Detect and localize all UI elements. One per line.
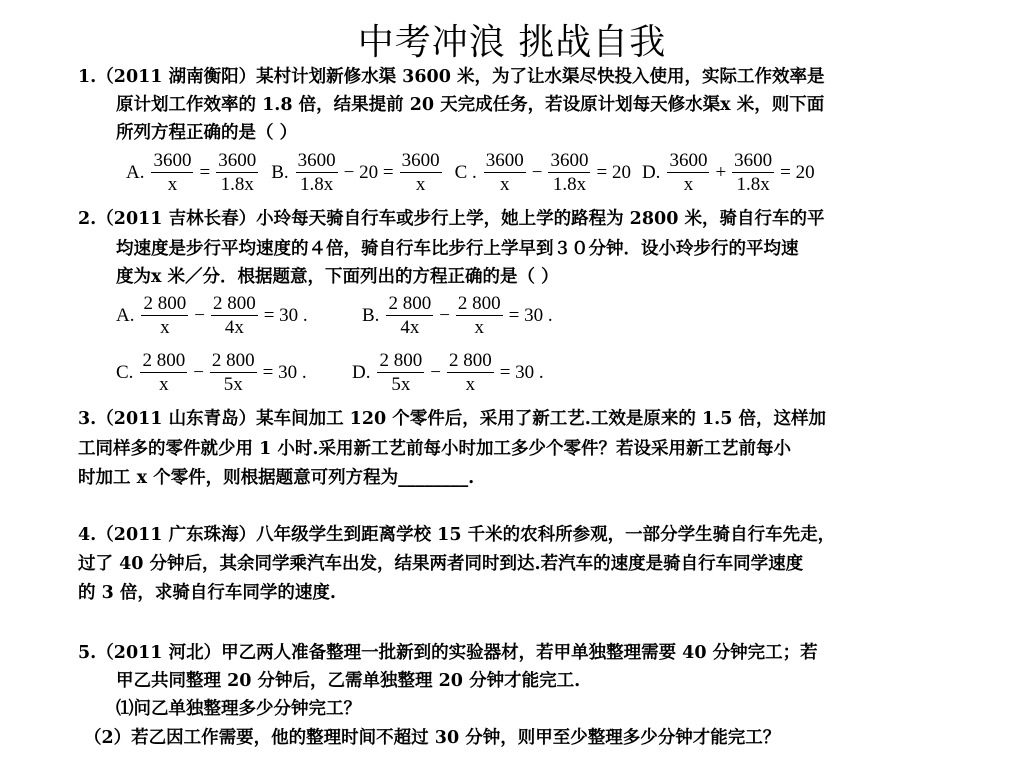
option-label: D. xyxy=(641,161,661,183)
denominator: x xyxy=(160,317,170,338)
numerator: 2 800 xyxy=(143,293,187,314)
q4-line3: 的 3 倍，求骑自行车同学的速度. xyxy=(78,583,336,603)
denominator: x xyxy=(500,174,510,195)
denominator: 1.8x xyxy=(300,174,334,195)
numerator: 3600 xyxy=(669,150,708,171)
operator: − xyxy=(194,304,205,326)
numerator: 2 800 xyxy=(379,350,423,371)
numerator: 3600 xyxy=(153,150,192,171)
fraction xyxy=(151,150,193,195)
fraction xyxy=(377,350,424,395)
q1-options xyxy=(126,150,818,195)
denominator: x xyxy=(474,317,485,338)
equation-tail: = 20 xyxy=(596,161,631,183)
denominator: x xyxy=(415,174,426,195)
option-label: C. xyxy=(116,361,134,383)
q3-line2: 工同样多的零件就少用 1 小时.采用新工艺前每小时加工多少个零件？若设采用新工艺前每小 xyxy=(78,439,791,459)
q1-option-b[interactable] xyxy=(271,150,444,195)
denominator: 5x xyxy=(391,374,411,395)
q2-line3: 度为x 米／分．根据题意，下面列出的方程正确的是（ ） xyxy=(116,267,559,287)
q4-line2: 过了 40 分钟后，其余同学乘汽车出发，结果两者同时到达.若汽车的速度是骑自行车同学速度 xyxy=(78,554,804,574)
numerator: 2 800 xyxy=(142,350,186,371)
denominator: x xyxy=(683,174,694,195)
denominator: x xyxy=(167,174,178,195)
numerator: 3600 xyxy=(550,150,589,171)
fraction xyxy=(386,293,433,338)
operator: + xyxy=(715,161,727,183)
fraction xyxy=(484,150,526,195)
option-label: C . xyxy=(454,161,477,183)
option-label: B. xyxy=(362,304,380,326)
operator: − xyxy=(531,161,543,183)
fraction xyxy=(447,350,494,395)
q2-line2: 均速度是步行平均速度的４倍，骑自行车比步行上学早到３０分钟．设小玲步行的平均速 xyxy=(116,239,799,259)
equation-tail: = 30 . xyxy=(499,361,544,383)
q2-line1: 2.（2011 吉林长春）小玲每天骑自行车或步行上学，她上学的路程为 2800 米，骑自行车的平 xyxy=(78,209,825,229)
fraction xyxy=(210,350,257,395)
fraction xyxy=(211,293,258,338)
denominator: x xyxy=(159,374,169,395)
numerator: 2 800 xyxy=(212,293,256,314)
equation-tail: = 30 . xyxy=(262,361,307,383)
page-title: 中考冲浪 挑战自我 xyxy=(357,22,667,63)
fraction xyxy=(400,150,442,195)
numerator: 2 800 xyxy=(448,350,492,371)
numerator: 3600 xyxy=(485,150,524,171)
q1-line3: 所列方程正确的是（ ） xyxy=(116,123,298,143)
denominator: 5x xyxy=(223,374,243,395)
denominator: 1.8x xyxy=(552,174,587,195)
q2-option-a[interactable] xyxy=(116,293,311,338)
fraction xyxy=(216,150,258,195)
operator: − xyxy=(193,361,204,383)
q5-subquestion-2: （2）若乙因工作需要，他的整理时间不超过 30 分钟，则甲至少整理多少分钟才能完工？ xyxy=(84,728,781,748)
q1-line1: 1.（2011 湖南衡阳）某村计划新修水渠 3600 米，为了让水渠尽快投入使用，实际工作效率是 xyxy=(78,67,825,87)
numerator: 3600 xyxy=(734,150,773,171)
operator: = xyxy=(199,161,211,183)
numerator: 3600 xyxy=(297,150,336,171)
q1-option-c[interactable] xyxy=(455,150,634,195)
numerator: 2 800 xyxy=(211,350,255,371)
q5-line1: 5.（2011 河北）甲乙两人准备整理一批新到的实验器材，若甲单独整理需要 40 分钟完工；若 xyxy=(78,643,818,663)
denominator: 4x xyxy=(400,317,420,338)
denominator: 1.8x xyxy=(736,174,770,195)
equation-tail: = 30 . xyxy=(263,304,308,326)
operator: − xyxy=(439,304,450,326)
q1-line2: 原计划工作效率的 1.8 倍，结果提前 20 天完成任务，若设原计划每天修水渠x 米，则下面 xyxy=(116,95,825,115)
q4-line1: 4.（2011 广东珠海）八年级学生到距离学校 15 千米的农科所参观，一部分学生骑自行车先走， xyxy=(78,525,836,545)
denominator: 1.8x xyxy=(220,174,254,195)
fraction xyxy=(456,293,503,338)
fraction xyxy=(141,293,188,338)
numerator: 2 800 xyxy=(388,293,432,314)
option-label: B. xyxy=(271,161,289,183)
q5-subquestion-1: ⑴问乙单独整理多少分钟完工？ xyxy=(116,699,361,719)
numerator: 2 800 xyxy=(457,293,501,314)
fraction xyxy=(296,150,338,195)
operator: − xyxy=(430,361,441,383)
option-label: A. xyxy=(116,304,135,326)
q3-line3: 时加工 x 个零件，则根据题意可列方程为________. xyxy=(78,468,475,488)
fraction xyxy=(732,150,774,195)
fraction xyxy=(548,150,590,195)
denominator: 4x xyxy=(224,317,244,338)
equation-tail: = 20 xyxy=(780,161,815,183)
operator: − 20 = xyxy=(343,161,394,183)
q2-option-c[interactable] xyxy=(116,350,310,395)
q2-option-b[interactable] xyxy=(362,293,556,338)
q2-option-d[interactable] xyxy=(352,350,547,395)
q5-line2: 甲乙共同整理 20 分钟后，乙需单独整理 20 分钟才能完工. xyxy=(116,671,581,691)
denominator: x xyxy=(465,374,476,395)
q1-option-a[interactable] xyxy=(126,150,261,195)
numerator: 3600 xyxy=(218,150,257,171)
equation-tail: = 30 . xyxy=(508,304,553,326)
numerator: 3600 xyxy=(401,150,440,171)
option-label: A. xyxy=(126,161,145,183)
q3-line1: 3.（2011 山东青岛）某车间加工 120 个零件后，采用了新工艺.工效是原来的 1.5 倍，这样加 xyxy=(78,409,827,429)
fraction xyxy=(667,150,709,195)
option-label: D. xyxy=(352,361,371,383)
q1-option-d[interactable] xyxy=(642,150,818,195)
fraction xyxy=(140,350,187,395)
